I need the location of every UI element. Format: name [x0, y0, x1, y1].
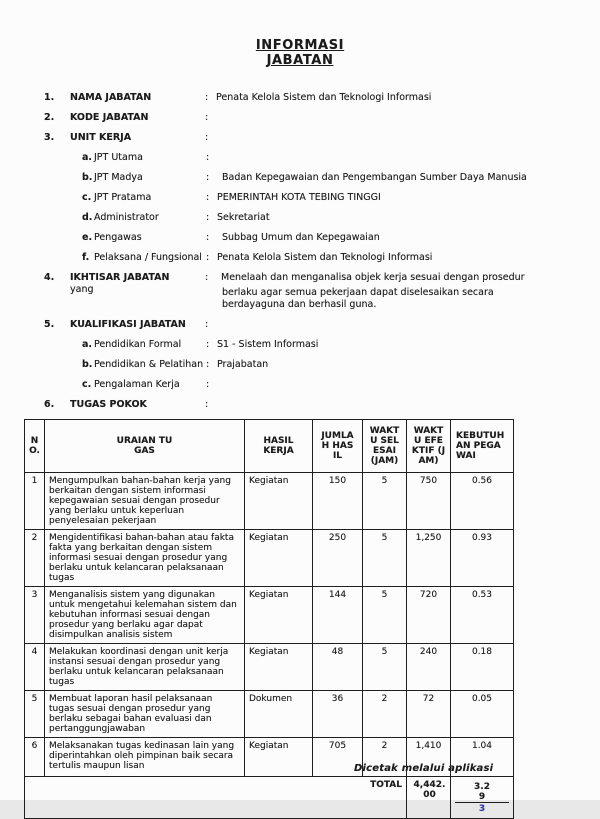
cell-selesai: 2 [363, 691, 407, 738]
field-label: Pengawas [94, 232, 142, 243]
field-administrator [44, 212, 570, 224]
field-label: IKHTISAR JABATAN yang [70, 272, 205, 311]
table-row [25, 691, 514, 738]
field-value: Badan Kepegawaian dan Pengembangan Sumber Daya Manusia [222, 172, 527, 183]
cell-no: 6 [25, 738, 45, 777]
field-label-suffix: yang [70, 284, 94, 295]
title-line-2: JABATAN [266, 53, 334, 68]
table-row [25, 587, 514, 644]
field-kode-jabatan [44, 112, 570, 124]
ikhtisar-continuation: berlaku agar semua pekerjaan dapat diselesaikan secara berdayaguna dan berhasil guna. [222, 287, 494, 310]
cell-jumlah: 48 [313, 644, 363, 691]
cell-kebutuhan: 0.05 [451, 691, 514, 738]
sub-letter: a. [82, 339, 93, 350]
header-hasil-kerja: HASIL KERJA [245, 420, 313, 473]
field-pengawas [44, 232, 570, 244]
separator: : [206, 359, 210, 370]
tugas-pokok-table [24, 419, 514, 819]
field-value [216, 319, 570, 331]
total-kebutuhan-value: 3.29 [455, 780, 509, 803]
field-jpt-pratama [44, 192, 570, 204]
field-value [216, 112, 570, 124]
field-label: Pendidikan Formal [94, 339, 182, 350]
field-nama-jabatan [44, 92, 570, 104]
total-pegawai-value: 3 [478, 804, 486, 814]
item-number: 4. [44, 272, 55, 283]
separator: : [206, 339, 210, 350]
cell-uraian: Membuat laporan hasil pelaksanaan tugas sesuai dengan prosedur yang berlaku sebagai bahan evaluasi dan pertanggungjawaban [45, 691, 245, 738]
item-number: 6. [44, 399, 55, 410]
cell-hasil: Dokumen [245, 691, 313, 738]
separator: : [206, 379, 210, 390]
separator: : [206, 172, 210, 183]
field-label: KODE JABATAN [70, 112, 149, 123]
cell-hasil: Kegiatan [245, 644, 313, 691]
header-waktu-efektif: WAKTU EFEKTIF (JAM) [407, 420, 451, 473]
separator: : [206, 232, 210, 243]
separator: : [206, 152, 210, 163]
field-label: NAMA JABATAN [70, 92, 152, 103]
cell-selesai: 5 [363, 644, 407, 691]
table-row [25, 473, 514, 530]
separator: : [205, 112, 209, 123]
cell-jumlah: 36 [313, 691, 363, 738]
table-header-row [25, 420, 514, 473]
separator: : [205, 319, 209, 330]
table-row [25, 644, 514, 691]
title-line-1: INFORMASI [255, 38, 345, 53]
field-label: Pelaksana / Fungsional [94, 252, 202, 263]
separator: : [205, 92, 209, 103]
cell-uraian: Mengidentifikasi bahan-bahan atau fakta fakta yang berkaitan dengan sistem informasi sesuai dengan prosedur yang berlaku untuk kelancaran pelaksanaan tugas [45, 530, 245, 587]
header-kebutuhan-pegawai: KEBUTUHAN PEGAWAI [451, 420, 514, 473]
cell-selesai: 2 [363, 738, 407, 777]
cell-kebutuhan: 0.93 [451, 530, 514, 587]
field-jpt-madya [44, 172, 570, 184]
cell-selesai: 5 [363, 473, 407, 530]
field-tugas-pokok [44, 399, 570, 411]
field-value [217, 152, 570, 164]
field-value: Penata Kelola Sistem dan Teknologi Informasi [216, 92, 432, 103]
field-label: JPT Madya [94, 172, 143, 183]
field-value: PEMERINTAH KOTA TEBING TINGGI [217, 192, 381, 203]
cell-kebutuhan: 0.53 [451, 587, 514, 644]
field-pelaksana-fungsional [44, 252, 570, 264]
cell-uraian: Menganalisis sistem yang digunakan untuk mengetahui kelemahan sistem dan kebutuhan informasi sesuai dengan prosedur yang berlaku agar dapat disimpulkan analisis sistem [45, 587, 245, 644]
sub-letter: a. [82, 152, 93, 163]
field-value: Prajabatan [217, 359, 269, 370]
table-total-row [25, 777, 514, 819]
field-value: Subbag Umum dan Kepegawaian [222, 232, 380, 243]
field-unit-kerja [44, 132, 570, 144]
cell-efektif: 720 [407, 587, 451, 644]
cell-no: 2 [25, 530, 45, 587]
field-value [216, 399, 570, 411]
item-number: 5. [44, 319, 55, 330]
field-label: Pengalaman Kerja [94, 379, 180, 390]
field-label: Pendidikan & Pelatihan [94, 359, 204, 370]
header-jumlah-hasil: JUMLAH HASIL [313, 420, 363, 473]
cell-hasil: Kegiatan [245, 738, 313, 777]
cell-jumlah: 144 [313, 587, 363, 644]
field-pendidikan-formal [44, 339, 570, 351]
cell-selesai: 5 [363, 530, 407, 587]
cell-hasil: Kegiatan [245, 587, 313, 644]
header-uraian-tugas: URAIAN TUGAS [45, 420, 245, 473]
document-title [0, 0, 600, 68]
cell-no: 5 [25, 691, 45, 738]
separator: : [206, 212, 210, 223]
cell-hasil: Kegiatan [245, 473, 313, 530]
field-label: Administrator [94, 212, 159, 223]
cell-kebutuhan: 0.18 [451, 644, 514, 691]
field-ikhtisar-jabatan [44, 272, 570, 311]
item-number: 1. [44, 92, 55, 103]
total-label: TOTAL [25, 777, 407, 819]
cell-efektif: 750 [407, 473, 451, 530]
printed-via-app-note: Dicetak melalui aplikasi [354, 763, 494, 774]
cell-jumlah: 250 [313, 530, 363, 587]
cell-hasil: Kegiatan [245, 530, 313, 587]
field-value [216, 132, 570, 144]
field-label: JPT Utama [94, 152, 143, 163]
cell-uraian: Mengumpulkan bahan-bahan kerja yang berkaitan dengan sistem informasi kepegawaian sesuai dengan prosedur yang berlaku untuk keperluan penyelesaian pekerjaan [45, 473, 245, 530]
field-label: TUGAS POKOK [70, 399, 147, 410]
cell-selesai: 5 [363, 587, 407, 644]
separator: : [205, 399, 209, 410]
separator: : [206, 252, 210, 263]
cell-kebutuhan: 1.04 [451, 738, 514, 777]
field-label: JPT Pratama [94, 192, 152, 203]
field-value [216, 272, 570, 311]
field-pengalaman-kerja [44, 379, 570, 391]
field-label: UNIT KERJA [70, 132, 132, 143]
field-value: Penata Kelola Sistem dan Teknologi Informasi [217, 252, 433, 263]
field-value: Sekretariat [217, 212, 270, 223]
header-waktu-selesai: WAKTU SELESAI (JAM) [363, 420, 407, 473]
cell-efektif: 240 [407, 644, 451, 691]
total-kebutuhan-cell [451, 777, 514, 819]
sub-letter: e. [82, 232, 93, 243]
cell-jumlah: 705 [313, 738, 363, 777]
sub-letter: b. [82, 172, 93, 183]
cell-no: 4 [25, 644, 45, 691]
sub-letter: f. [82, 252, 90, 263]
table-row [25, 530, 514, 587]
field-value: S1 - Sistem Informasi [217, 339, 319, 350]
header-no: NO. [25, 420, 45, 473]
field-list [0, 92, 600, 411]
field-label: KUALIFIKASI JABATAN [70, 319, 186, 330]
cell-no: 3 [25, 587, 45, 644]
item-number: 2. [44, 112, 55, 123]
field-jpt-utama [44, 152, 570, 164]
cell-efektif: 72 [407, 691, 451, 738]
cell-efektif: 1,410 [407, 738, 451, 777]
sub-letter: b. [82, 359, 93, 370]
cell-uraian: Melakukan koordinasi dengan unit kerja instansi sesuai dengan prosedur yang berlaku untuk kelancaran pelaksanaan tugas [45, 644, 245, 691]
sub-letter: c. [82, 379, 92, 390]
ikhtisar-line-1: Menelaah dan menganalisa objek kerja sesuai dengan prosedur [221, 272, 525, 283]
cell-no: 1 [25, 473, 45, 530]
total-waktu-efektif: 4,442.00 [407, 777, 451, 819]
cell-efektif: 1,250 [407, 530, 451, 587]
separator: : [205, 132, 209, 143]
sub-letter: d. [82, 212, 93, 223]
field-pendidikan-pelatihan [44, 359, 570, 371]
field-kualifikasi-jabatan [44, 319, 570, 331]
cell-uraian: Melaksanakan tugas kedinasan lain yang diperintahkan oleh pimpinan baik secara tertulis maupun lisan [45, 738, 245, 777]
cell-jumlah: 150 [313, 473, 363, 530]
sub-letter: c. [82, 192, 92, 203]
item-number: 3. [44, 132, 55, 143]
cell-kebutuhan: 0.56 [451, 473, 514, 530]
field-value [217, 379, 570, 391]
separator: : [205, 272, 209, 283]
separator: : [206, 192, 210, 203]
